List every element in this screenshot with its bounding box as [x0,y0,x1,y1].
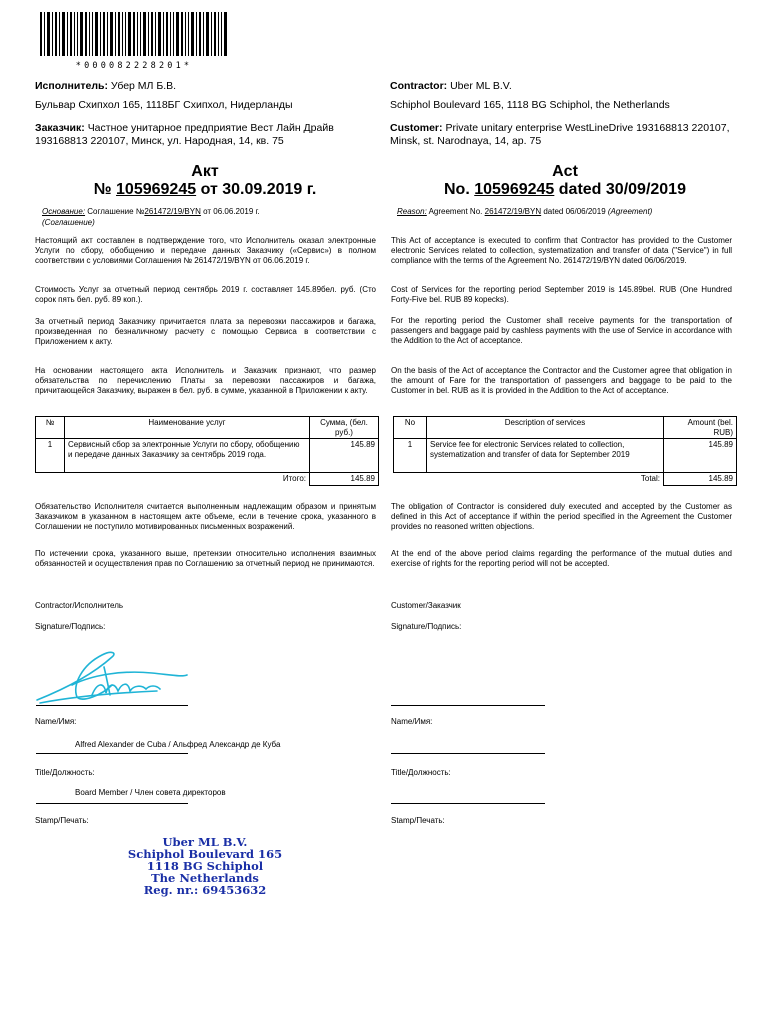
right-total-label: Total: [394,473,664,486]
left-title [35,163,375,199]
left-title-line1: Акт [191,163,219,180]
left-customer [35,122,370,148]
left-th-name: Наименование услуг [65,417,310,439]
right-reason: Reason: Agreement No. 261472/19/BYN dated 06/06/2019 (Agreement) [397,207,653,216]
barcode [40,12,228,71]
company-stamp [120,836,290,896]
left-contractor-label: Исполнитель: [35,80,108,92]
right-customer-value: Private unitary enterprise WestLineDrive 193168813 220107, Minsk, st. Narodnaya, 14, ap. 75 [390,122,730,147]
left-name-value: Alfred Alexander de Cuba / Альфред Александр де Куба [75,740,281,749]
right-title-line2: No. 105969245 dated 30/09/2019 [444,181,686,198]
right-row-name: Service fee for electronic Services related to collection, systematization and transfer of data for September 2019 [427,439,664,473]
right-p1: This Act of acceptance is executed to confirm that Contractor has provided to the Customer electronic Services related to collection, systematization and transfer of data ("Service") in full compliance with the terms of the Agreement No. 261472/19/BYN dated 06/06/2019. [391,236,732,265]
left-services-table [35,416,379,486]
left-stamp-label: Stamp/Печать: [35,816,89,825]
right-p3: For the reporting period the Customer shall receive payments for the transportation of passengers and baggage paid by cashless payments with the use of Service in accordance with the Addition to the Act of acceptance. [391,316,732,345]
right-row-no: 1 [394,439,427,473]
right-name-line [391,753,545,754]
signature-icon [32,645,192,707]
table-header-row [36,417,379,439]
right-th-name: Description of services [427,417,664,439]
left-p2: Стоимость Услуг за отчетный период сентябрь 2019 г. составляет 145.89бел. руб. (Сто сорок пять бел. руб. 89 коп.). [35,285,376,304]
stamp-line1: Uber ML B.V. [162,835,248,849]
left-customer-value: Частное унитарное предприятие Вест Лайн Драйв 193168813 220107, Минск, ул. Народная, 14, кв. 75 [35,122,334,147]
right-customer [390,122,730,148]
left-p3: За отчетный период Заказчику причитается плата за перевозки пассажиров и багажа, произведенная по безналичному расчету с помощью Сервиса в соответствии с Приложением к акту. [35,317,376,346]
left-title-label: Title/Должность: [35,768,95,777]
stamp-line3: 1118 BG Schiphol [146,859,264,873]
right-party: Customer/Заказчик [391,601,461,610]
right-reason-paren: (Agreement) [607,207,653,216]
stamp-line2: Schiphol Boulevard 165 [127,847,283,861]
left-name-line [36,753,188,754]
right-th-sum: Amount (bel. RUB) [664,417,737,439]
left-customer-label: Заказчик: [35,122,85,134]
left-basis-number: 261472/19/BYN [144,207,201,216]
left-contractor [35,80,375,93]
right-p4: On the basis of the Act of acceptance the Contractor and the Customer agree that obligation in the amount of Fare for the transportation of passengers and baggage to be paid to the Customer in bel. RUB as it is provided in the Addition to the Act of acceptance. [391,366,732,395]
right-signature-line [391,705,545,706]
right-row-sum: 145.89 [664,439,737,473]
table-total-row [394,473,737,486]
right-total-sum: 145.89 [664,473,737,486]
right-contractor [390,80,740,93]
left-title-value: Board Member / Член совета директоров [75,788,226,797]
table-total-row [36,473,379,486]
barcode-text: *000082228201* [75,61,193,71]
right-reason-label: Reason: [397,207,427,216]
right-address: Schiphol Boulevard 165, 1118 BG Schiphol, the Netherlands [390,99,670,111]
table-row [36,439,379,473]
right-customer-label: Customer: [390,122,443,134]
left-basis-label: Основание: [42,207,86,216]
right-reason-number: 261472/19/BYN [484,207,542,216]
left-p1: Настоящий акт составлен в подтверждение того, что Исполнитель оказал электронные Услуги по сбору, обобщению и передаче данных Заказчику («Сервис») в полном соответствии с условиями Соглашения № 261472/19/BYN от 06.06.2019 г. [35,236,376,265]
left-row-name: Сервисный сбор за электронные Услуги по сбору, обобщению и передаче данных Заказчику за сентябрь 2019 года. [65,439,310,473]
right-contractor-value: Uber ML B.V. [450,80,512,92]
left-title-line2: № 105969245 от 30.09.2019 г. [93,181,317,198]
right-act-number: 105969245 [474,181,555,198]
right-title [390,163,740,199]
left-party: Contractor/Исполнитель [35,601,124,610]
right-services-table [393,416,737,486]
left-address: Бульвар Схипхол 165, 1118БГ Схипхол, Нидерланды [35,99,293,111]
left-act-number: 105969245 [116,181,197,198]
right-p2: Cost of Services for the reporting period September 2019 is 145.89bel. RUB (One Hundred Forty-Five bel. RUB 89 kopecks). [391,285,732,304]
left-total-label: Итого: [36,473,310,486]
left-title-line [36,803,188,804]
left-th-sum: Сумма, (бел. руб.) [310,417,379,439]
right-p5: The obligation of Contractor is considered duly executed and accepted by the Customer as defined in this Act of acceptance if within the period specified in the Agreement the Customer provides no reasoned written objections. [391,502,732,531]
left-contractor-value: Убер МЛ Б.В. [110,80,177,92]
left-signature-label: Signature/Подпись: [35,622,106,631]
stamp-line5: Reg. nr.: 69453632 [143,883,267,897]
left-p4: На основании настоящего акта Исполнитель и Заказчик признают, что размер обязательства по перечислению Платы за перевозки пассажиров и багажа, причитающейся Заказчику, выражен в бел. руб. в сумме, указанной в Приложении к акту. [35,366,376,395]
left-row-no: 1 [36,439,65,473]
left-row-sum: 145.89 [310,439,379,473]
right-th-no: No [394,417,427,439]
left-basis-paren: (Соглашение) [42,217,95,227]
right-signature-label: Signature/Подпись: [391,622,462,631]
barcode-icon [40,12,228,56]
left-th-no: № [36,417,65,439]
left-name-label: Name/Имя: [35,717,77,726]
left-basis: Основание: Соглашение №261472/19/BYN от 06.06.2019 г. (Соглашение) [42,207,260,227]
right-contractor-label: Contractor: [390,80,448,92]
right-stamp-label: Stamp/Печать: [391,816,445,825]
right-title-line [391,803,545,804]
left-p5: Обязательство Исполнителя считается выполненным надлежащим образом и принятым Заказчиком в указанном в настоящем акте объеме, если в течение срока, указанного в Соглашении не поступило мотивированных письменных возражений. [35,502,376,531]
right-title-label: Title/Должность: [391,768,451,777]
right-title-line1: Act [552,163,578,180]
right-name-label: Name/Имя: [391,717,433,726]
table-header-row [394,417,737,439]
left-p6: По истечении срока, указанного выше, претензии относительно исполнения взаимных обязанностей и осуществления прав по Соглашению за отчетный период не принимаются. [35,549,376,568]
left-signature-line [36,705,188,706]
right-p6: At the end of the above period claims regarding the performance of the mutual duties and exercise of rights for the reporting period will not be accepted. [391,549,732,568]
left-total-sum: 145.89 [310,473,379,486]
table-row [394,439,737,473]
stamp-line4: The Netherlands [151,871,259,885]
